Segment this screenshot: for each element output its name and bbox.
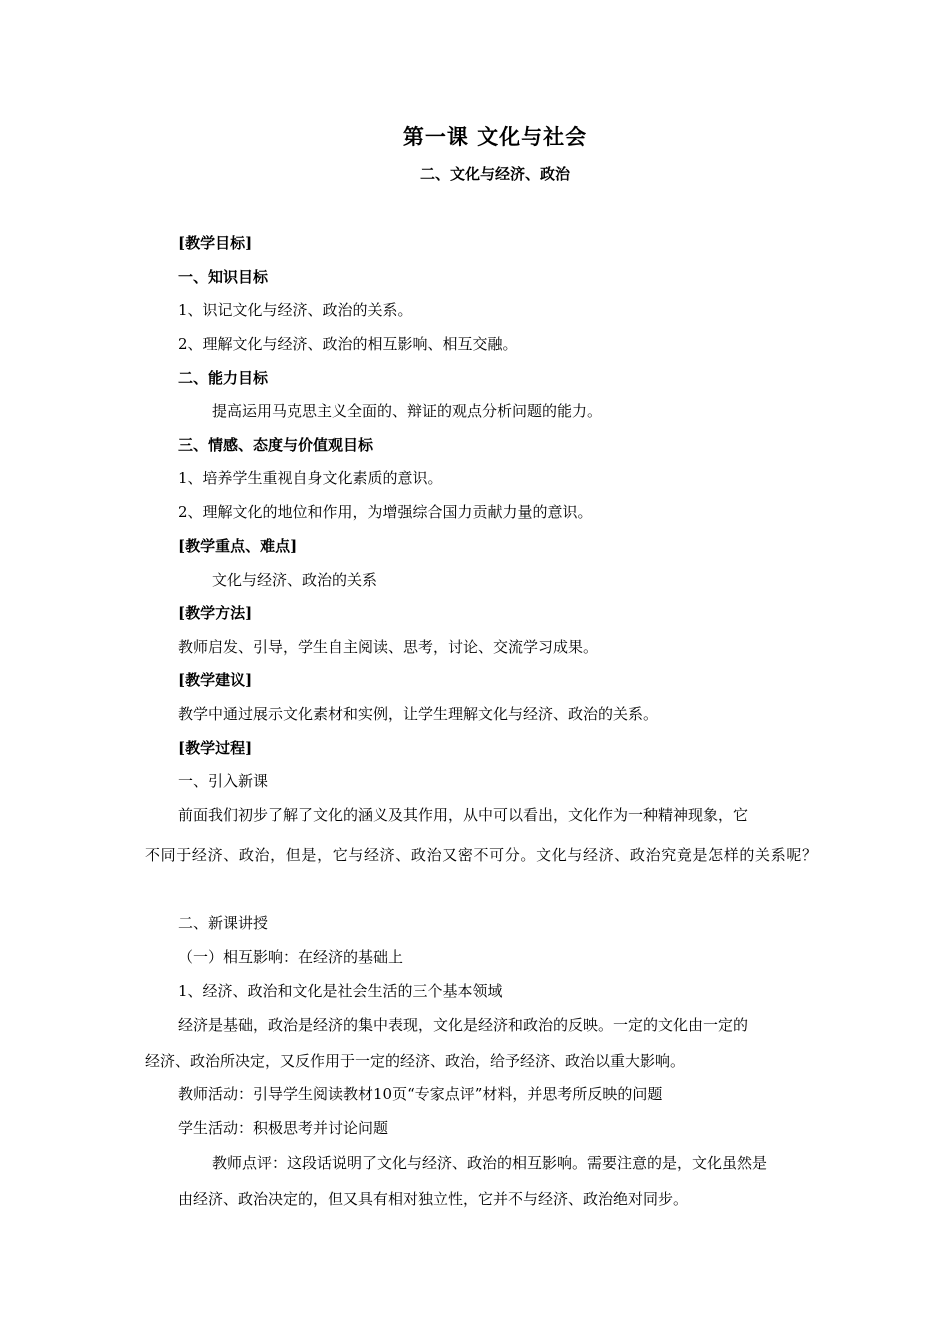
text-line: 二、新课讲授: [178, 914, 269, 932]
section-heading: [教学方法]: [178, 604, 253, 622]
text-line: 1、培养学生重视自身文化素质的意识。: [178, 469, 443, 487]
lesson-subtitle: 二、文化与经济、政治: [419, 165, 570, 183]
section-heading: [教学过程]: [178, 739, 253, 757]
text-line: 2、理解文化的地位和作用，为增强综合国力贡献力量的意识。: [178, 503, 593, 521]
text-line: 教师启发、引导，学生自主阅读、思考，讨论、交流学习成果。: [178, 638, 599, 656]
text-line: 教学中通过展示文化素材和实例，让学生理解文化与经济、政治的关系。: [178, 705, 659, 723]
subsection-heading: 三、情感、态度与价值观目标: [178, 436, 374, 454]
lesson-title: 第一课 文化与社会: [402, 124, 588, 149]
text-line: （一）相互影响：在经济的基础上: [178, 948, 404, 966]
text-line: 教师活动：引导学生阅读教材10页“专家点评”材料，并思考所反映的问题: [178, 1085, 663, 1103]
text-line: 经济是基础，政治是经济的集中表现，文化是经济和政治的反映。一定的文化由一定的: [178, 1016, 749, 1034]
text-line: 教师点评：这段话说明了文化与经济、政治的相互影响。需要注意的是，文化虽然是: [212, 1154, 768, 1172]
section-heading: [教学目标]: [178, 234, 253, 252]
text-line: 提高运用马克思主义全面的、辩证的观点分析问题的能力。: [212, 402, 603, 420]
text-line: 由经济、政治决定的，但又具有相对独立性，它并不与经济、政治绝对同步。: [178, 1190, 689, 1208]
text-line: 文化与经济、政治的关系: [212, 571, 378, 589]
section-heading: [教学重点、难点]: [178, 537, 298, 555]
text-line: 1、识记文化与经济、政治的关系。: [178, 301, 413, 319]
text-line: 学生活动：积极思考并讨论问题: [178, 1119, 389, 1137]
section-heading: [教学建议]: [178, 671, 253, 689]
subsection-heading: 二、能力目标: [178, 369, 269, 387]
text-line: 前面我们初步了解了文化的涵义及其作用，从中可以看出，文化作为一种精神现象，它: [178, 806, 749, 824]
text-line: 2、理解文化与经济、政治的相互影响、相互交融。: [178, 335, 518, 353]
text-line: 经济、政治所决定，又反作用于一定的经济、政治，给予经济、政治以重大影响。: [145, 1052, 686, 1070]
text-line: 1、经济、政治和文化是社会生活的三个基本领域: [178, 982, 503, 1000]
text-line: 不同于经济、政治，但是，它与经济、政治又密不可分。文化与经济、政治究竟是怎样的关系呢？: [145, 846, 817, 864]
text-line: 一、引入新课: [178, 772, 269, 790]
subsection-heading: 一、知识目标: [178, 268, 269, 286]
